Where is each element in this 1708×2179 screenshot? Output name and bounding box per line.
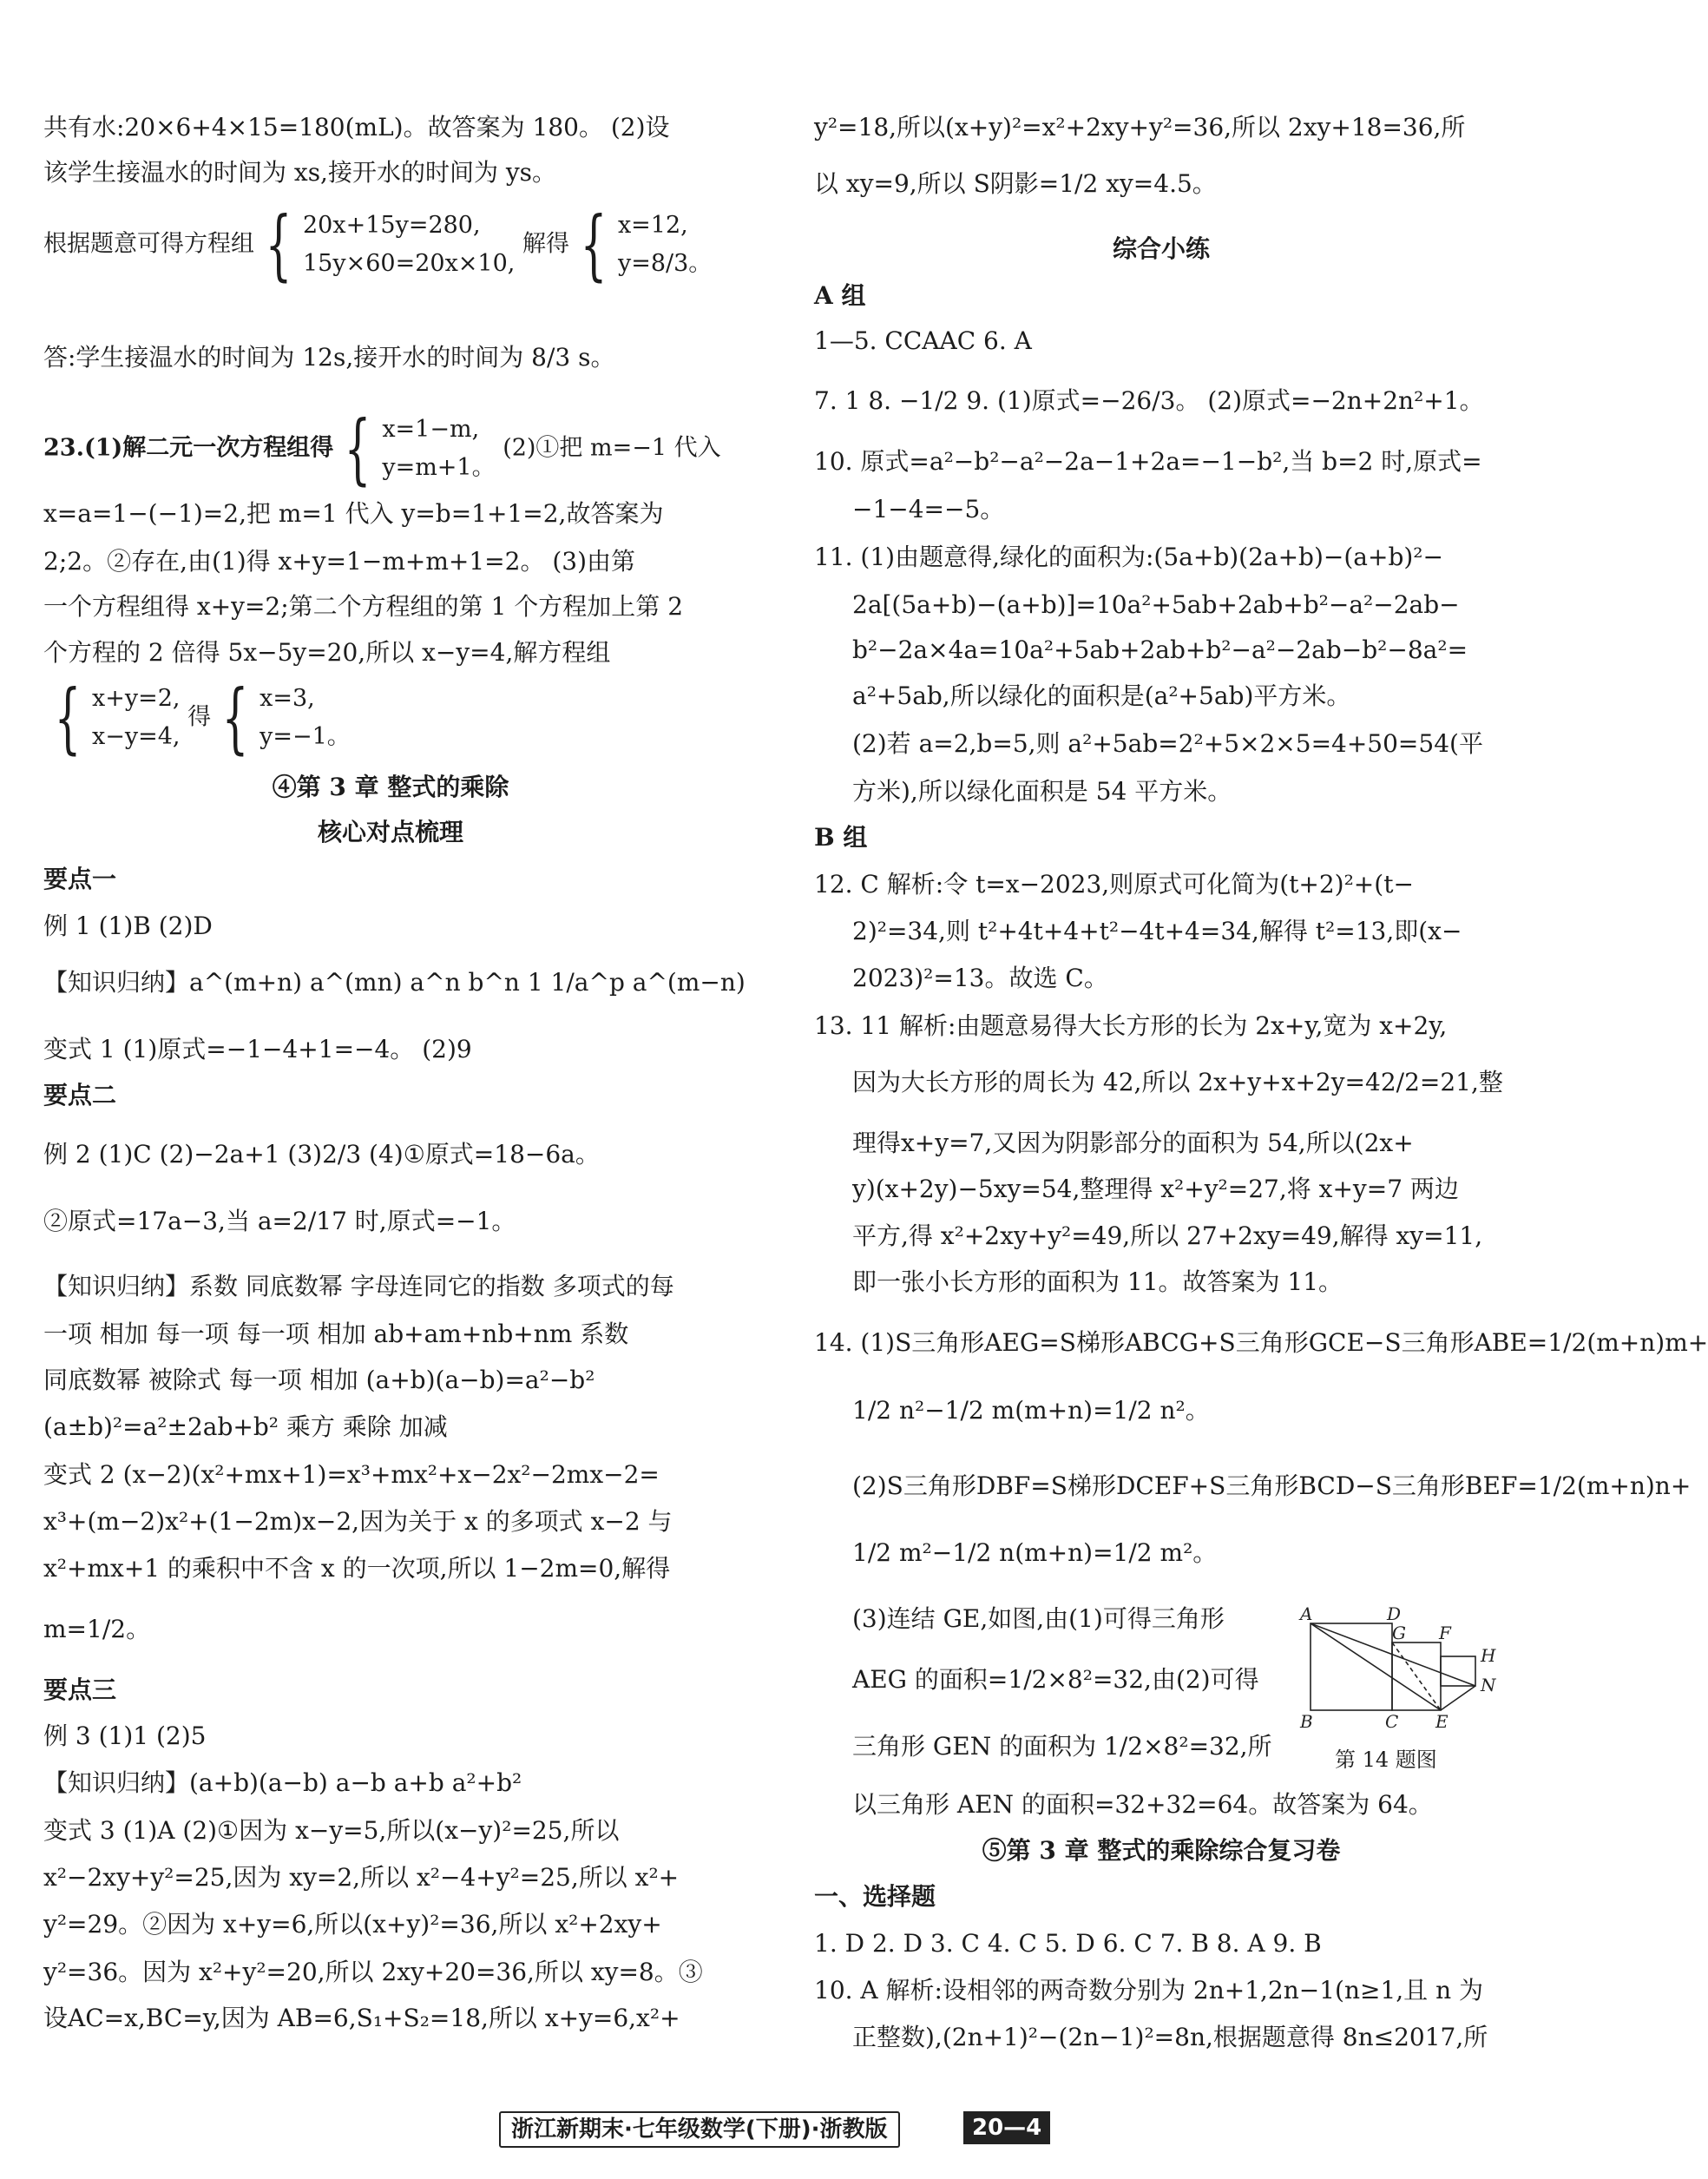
text-line: y²=18,所以(x+y)²=x²+2xy+y²=36,所以 2xy+18=36,所 <box>814 113 1466 142</box>
text-line: 例 2 (1)C (2)−2a+1 (3)2/3 (4)①原式=18−6a。 <box>43 1140 600 1168</box>
text-line: 1/2 m²−1/2 n(m+n)=1/2 m²。 <box>852 1538 1218 1567</box>
chapter-heading: ④第 3 章 整式的乘除 <box>272 773 509 801</box>
text-line: 方米),所以绿化面积是 54 平方米。 <box>852 777 1232 806</box>
text-line: 变式 2 (x−2)(x²+mx+1)=x³+mx²+x−2x²−2mx−2= <box>43 1460 660 1489</box>
text-line: 一个方程组得 x+y=2;第二个方程组的第 1 个方程加上第 2 <box>43 592 684 621</box>
footer <box>0 2108 1542 2151</box>
group-heading: A 组 <box>814 281 866 310</box>
text-line: 个方程的 2 倍得 5x−5y=20,所以 x−y=4,解方程组 <box>43 638 611 667</box>
text-line: y²=36。因为 x²+y²=20,所以 2xy+20=36,所以 xy=8。③ <box>43 1958 703 1986</box>
text-line: 因为大长方形的周长为 42,所以 2x+y+x+2y=42/2=21,整 <box>852 1068 1503 1096</box>
geometry-figure <box>1300 1604 1508 1743</box>
figure-caption: 第 14 题图 <box>1335 1748 1437 1772</box>
text-line: 例 3 (1)1 (2)5 <box>43 1721 207 1750</box>
label-b: B <box>1300 1711 1313 1732</box>
text-line: 答:学生接温水的时间为 12s,接开水的时间为 8/3 s。 <box>43 343 615 372</box>
text-line: 10. A 解析:设相邻的两奇数分别为 2n+1,2n−1(n≥1,且 n 为 <box>814 1976 1483 2005</box>
text-line: 10. 原式=a²−b²−a²−2a−1+2a=−1−b²,当 b=2 时,原式= <box>814 447 1482 476</box>
text-line: x=a=1−(−1)=2,把 m=1 代入 y=b=1+1=2,故答案为 <box>43 499 664 528</box>
text-line: 1—5. CCAAC 6. A <box>814 326 1032 355</box>
label-d: D <box>1387 1603 1402 1624</box>
text-line: 设AC=x,BC=y,因为 AB=6,S₁+S₂=18,所以 x+y=6,x²+ <box>43 2004 680 2032</box>
text-line: 2;2。②存在,由(1)得 x+y=1−m+m+1=2。 (3)由第 <box>43 547 636 576</box>
text-line: 以 xy=9,所以 S阴影=1/2 xy=4.5。 <box>814 169 1217 198</box>
subsection-heading: 要点二 <box>43 1081 117 1109</box>
text-line: 一项 相加 每一项 每一项 相加 ab+am+nb+nm 系数 <box>43 1320 629 1348</box>
group-heading: B 组 <box>814 823 868 852</box>
text-line: b²−2a×4a=10a²+5ab+2ab+b²−a²−2ab−b²−8a²= <box>852 635 1468 664</box>
text-line: y)(x+2y)−5xy=54,整理得 x²+y²=27,将 x+y=7 两边 <box>852 1175 1459 1203</box>
text-line: 7. 1 8. −1/2 9. (1)原式=−26/3。 (2)原式=−2n+2n²+1。 <box>814 386 1484 415</box>
chapter-heading: ⑤第 3 章 整式的乘除综合复习卷 <box>982 1836 1341 1865</box>
subsection-heading: 要点三 <box>43 1675 117 1704</box>
text-line: m=1/2。 <box>43 1615 151 1643</box>
text-line: x²−2xy+y²=25,因为 xy=2,所以 x²−4+y²=25,所以 x²+ <box>43 1863 680 1892</box>
equation-system-line: 根据题意可得方程组 { 20x+15y=280, 15y×60=20x×10, 解得 { x=12, y=8/3。 <box>43 200 713 289</box>
text-line: 1. D 2. D 3. C 4. C 5. D 6. C 7. B 8. A 9. B <box>814 1929 1322 1958</box>
figure-q14 <box>1300 1604 1508 1743</box>
label-f: F <box>1439 1623 1451 1643</box>
section-heading: 核心对点梳理 <box>317 818 463 846</box>
text-line: 以三角形 AEN 的面积=32+32=64。故答案为 64。 <box>852 1790 1433 1819</box>
subsection-heading: 要点一 <box>43 865 117 893</box>
text-line: x²+mx+1 的乘积中不含 x 的一次项,所以 1−2m=0,解得 <box>43 1554 671 1583</box>
text-line: (3)连结 GE,如图,由(1)可得三角形 <box>852 1604 1225 1633</box>
label-c: C <box>1385 1711 1399 1732</box>
text-line: 三角形 GEN 的面积为 1/2×8²=32,所 <box>852 1732 1272 1761</box>
text-line: 该学生接温水的时间为 xs,接开水的时间为 ys。 <box>43 158 557 187</box>
equation-system-line: { x+y=2, x−y=4, 得 { x=3, y=−1。 <box>54 673 351 762</box>
section-heading: 综合小练 <box>1112 234 1210 263</box>
text-line: (a±b)²=a²±2ab+b² 乘方 乘除 加减 <box>43 1412 448 1441</box>
text-line: −1−4=−5。 <box>852 495 1005 523</box>
text-line: 正整数),(2n+1)²−(2n−1)²=8n,根据题意得 8n≤2017,所 <box>852 2023 1488 2051</box>
text-line: 【知识归纳】a^(m+n) a^(mn) a^n b^n 1 1/a^p a^(m−n) <box>43 968 746 997</box>
text-line: (2)S三角形DBF=S梯形DCEF+S三角形BCD−S三角形BEF=1/2(m+n)n+ <box>852 1471 1692 1500</box>
text-line: 共有水:20×6+4×15=180(mL)。故答案为 180。 (2)设 <box>43 113 670 142</box>
text-line: 理得x+y=7,又因为阴影部分的面积为 54,所以(2x+ <box>852 1129 1414 1157</box>
text-line: a²+5ab,所以绿化的面积是(a²+5ab)平方米。 <box>852 681 1351 710</box>
text-line: 2a[(5a+b)−(a+b)]=10a²+5ab+2ab+b²−a²−2ab− <box>852 590 1460 619</box>
footer-title: 浙江新期末·七年级数学(下册)·浙教版 <box>499 2111 900 2148</box>
text-line: 例 1 (1)B (2)D <box>43 912 213 940</box>
part-heading: 一、选择题 <box>814 1882 936 1911</box>
text-line: 同底数幂 被除式 每一项 相加 (a+b)(a−b)=a²−b² <box>43 1366 595 1394</box>
text-line: 13. 11 解析:由题意易得大长方形的长为 2x+y,宽为 x+2y, <box>814 1011 1448 1040</box>
text-line: 2)²=34,则 t²+4t+4+t²−4t+4=34,解得 t²=13,即(x− <box>852 917 1462 945</box>
text-line: 12. C 解析:令 t=x−2023,则原式可化简为(t+2)²+(t− <box>814 870 1414 899</box>
text-line: 14. (1)S三角形AEG=S梯形ABCG+S三角形GCE−S三角形ABE=1/2(m+n)m+ <box>814 1328 1708 1357</box>
label-h: H <box>1481 1645 1496 1666</box>
label-e: E <box>1435 1711 1449 1732</box>
text-line: 变式 1 (1)原式=−1−4+1=−4。 (2)9 <box>43 1035 472 1063</box>
text-line: 【知识归纳】系数 同底数幂 字母连同它的指数 多项式的每 <box>43 1272 674 1300</box>
text-line: (2)若 a=2,b=5,则 a²+5ab=2²+5×2×5=4+50=54(平 <box>852 729 1483 758</box>
text-line: 2023)²=13。故选 C。 <box>852 964 1108 992</box>
label-g: G <box>1392 1623 1406 1643</box>
text-line: AEG 的面积=1/2×8²=32,由(2)可得 <box>852 1665 1259 1694</box>
label-n: N <box>1481 1675 1496 1695</box>
label-a: A <box>1300 1603 1313 1624</box>
text-line: ②原式=17a−3,当 a=2/17 时,原式=−1。 <box>43 1207 516 1235</box>
text-line: 【知识归纳】(a+b)(a−b) a−b a+b a²+b² <box>43 1768 522 1797</box>
text-line: 即一张小长方形的面积为 11。故答案为 11。 <box>852 1267 1343 1296</box>
equation-system-line: 23.(1)解二元一次方程组得 { x=1−m, y=m+1。 (2)①把 m=−1 代入 <box>43 404 721 493</box>
text-line: 平方,得 x²+2xy+y²=49,所以 27+2xy=49,解得 xy=11, <box>852 1221 1483 1250</box>
text-line: 11. (1)由题意得,绿化的面积为:(5a+b)(2a+b)−(a+b)²− <box>814 543 1443 571</box>
page-number: 20—4 <box>963 2111 1050 2144</box>
text-line: 变式 3 (1)A (2)①因为 x−y=5,所以(x−y)²=25,所以 <box>43 1816 620 1845</box>
text-line: x³+(m−2)x²+(1−2m)x−2,因为关于 x 的多项式 x−2 与 <box>43 1507 673 1536</box>
text-line: 1/2 n²−1/2 m(m+n)=1/2 n²。 <box>852 1396 1210 1425</box>
text-line: y²=29。②因为 x+y=6,所以(x+y)²=36,所以 x²+2xy+ <box>43 1910 662 1939</box>
